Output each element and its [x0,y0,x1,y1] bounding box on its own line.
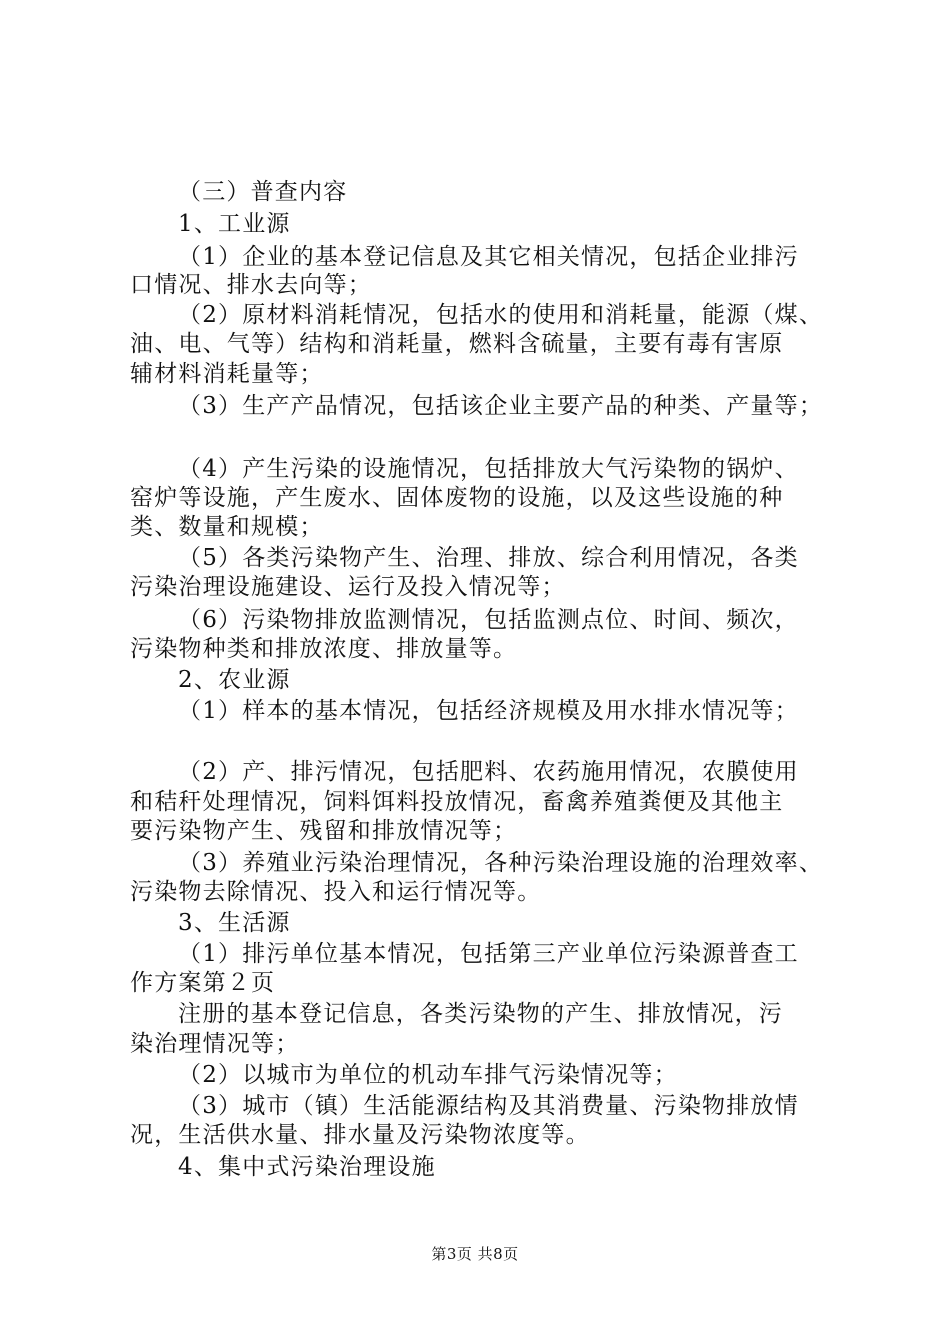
paragraph-line: 窑炉等设施，产生废水、固体废物的设施，以及这些设施的种 [130,485,784,511]
paragraph-line: 注册的基本登记信息，各类污染物的产生、排放情况，污 [178,1001,783,1027]
paragraph-line: （2）产、排污情况，包括肥料、农药施用情况，农膜使用 [178,759,799,785]
paragraph-line: 染治理情况等； [130,1031,300,1057]
paragraph-line: （3）生产产品情况，包括该企业主要产品的种类、产量等； [178,393,824,419]
paragraph-line: （4）产生污染的设施情况，包括排放大气污染物的锅炉、 [178,456,799,482]
paragraph-line: （3）城市（镇）生活能源结构及其消费量、污染物排放情 [178,1093,799,1119]
paragraph-line: （2）以城市为单位的机动车排气污染情况等； [178,1062,678,1088]
subsection-heading: 3、生活源 [178,910,291,936]
paragraph-line: （1）企业的基本登记信息及其它相关情况，包括企业排污 [178,244,799,270]
page-number-footer: 第3页 共8页 [431,1245,519,1263]
paragraph-line: 辅材料消耗量等； [130,361,324,387]
paragraph-line: （1）排污单位基本情况，包括第三产业单位污染源普查工 [178,941,799,967]
paragraph-line: 类、数量和规模； [130,514,324,540]
paragraph-line: 污染物种类和排放浓度、排放量等。 [130,636,518,662]
paragraph-line: （1）样本的基本情况，包括经济规模及用水排水情况等； [178,698,799,724]
paragraph-line: （5）各类污染物产生、治理、排放、综合利用情况，各类 [178,545,799,571]
paragraph-line: 作方案第２页 [130,970,276,996]
subsection-heading: 1、工业源 [178,211,291,237]
subsection-heading: 4、集中式污染治理设施 [178,1154,436,1180]
paragraph-line: 和秸秆处理情况，饲料饵料投放情况，畜禽养殖粪便及其他主 [130,789,784,815]
section-heading: （三）普查内容 [178,179,348,205]
paragraph-line: 污染治理设施建设、运行及投入情况等； [130,574,566,600]
paragraph-line: （3）养殖业污染治理情况，各种污染治理设施的治理效率、 [178,850,824,876]
paragraph-line: （2）原材料消耗情况，包括水的使用和消耗量，能源（煤、 [178,302,824,328]
paragraph-line: 要污染物产生、残留和排放情况等； [130,818,518,844]
subsection-heading: 2、农业源 [178,667,291,693]
paragraph-line: 油、电、气等）结构和消耗量，燃料含硫量，主要有毒有害原 [130,331,784,357]
paragraph-line: 污染物去除情况、投入和运行情况等。 [130,879,542,905]
paragraph-line: 况，生活供水量、排水量及污染物浓度等。 [130,1122,590,1148]
paragraph-line: 口情况、排水去向等； [130,272,372,298]
paragraph-line: （6）污染物排放监测情况，包括监测点位、时间、频次， [178,607,799,633]
